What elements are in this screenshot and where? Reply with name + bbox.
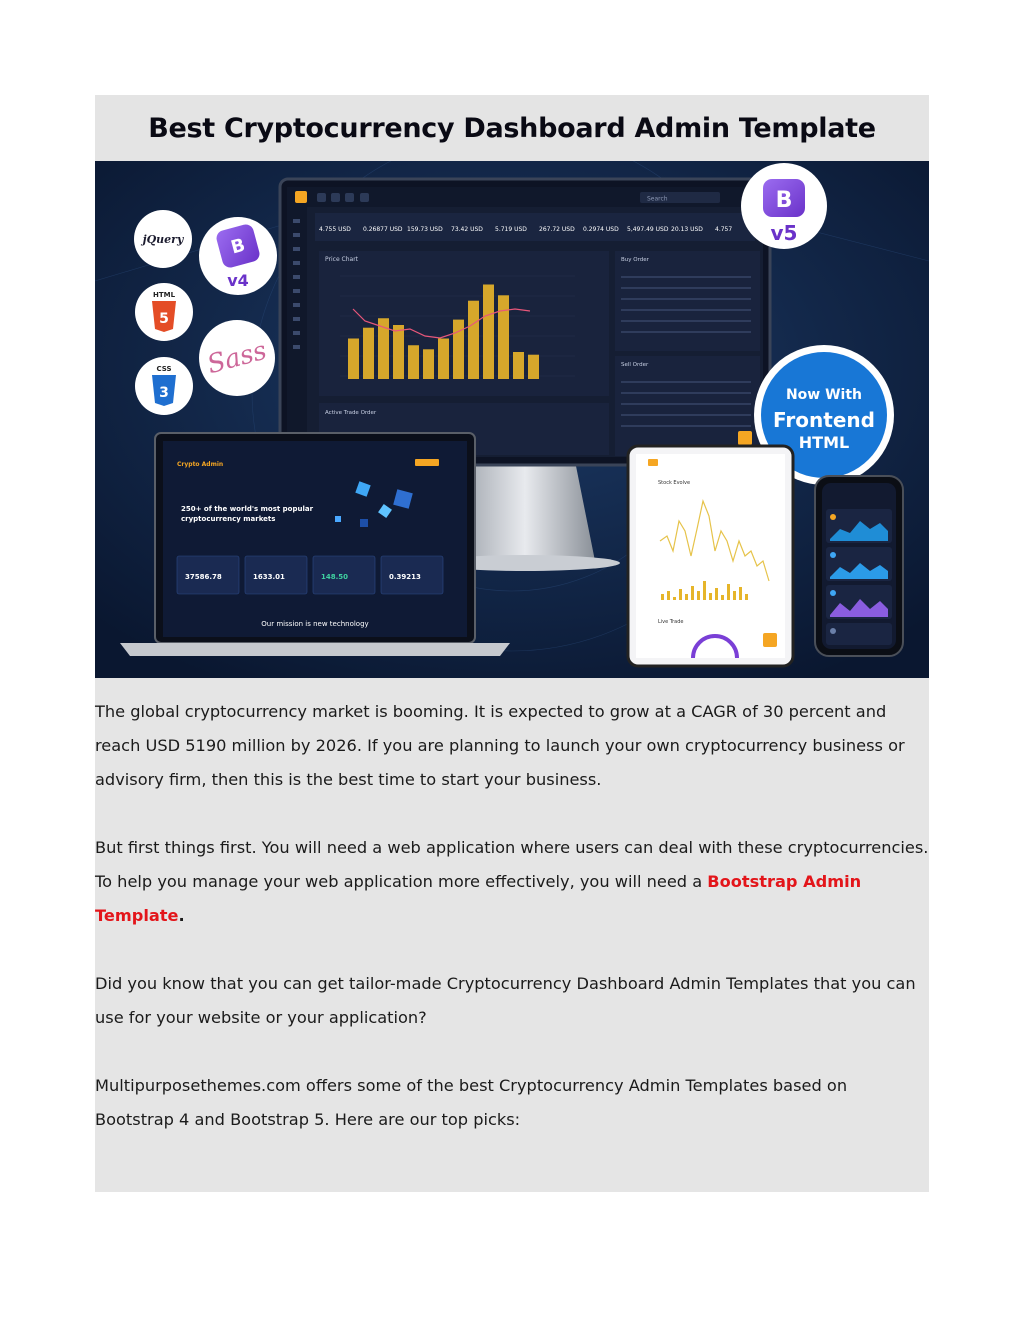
price-chart-bar: [348, 339, 359, 380]
article-body: [95, 695, 929, 1171]
paragraph-2-period: .: [178, 906, 185, 925]
hero-image: [95, 161, 929, 678]
bootstrap-admin-template-link[interactable]: Bootstrap Admin Template: [95, 872, 862, 925]
svg-text:B: B: [228, 234, 248, 259]
ticker-value: 5,497.49 USD: [627, 226, 669, 233]
laptop-price-card-value: 37586.78: [185, 573, 222, 581]
svg-text:B: B: [775, 188, 793, 213]
active-trade-title: Active Trade Order: [325, 410, 377, 416]
paragraph-2-text: But first things first. You will need a web application where users can deal with these cryptocurrencies. To help you manage your web application more effectively, you will need a: [95, 838, 929, 891]
frontend-line3: HTML: [798, 433, 850, 452]
price-chart-bar: [498, 295, 509, 379]
title-bar: [95, 95, 929, 161]
page-title: Best Cryptocurrency Dashboard Admin Template: [148, 112, 876, 144]
laptop-headline-2: cryptocurrency markets: [181, 515, 276, 523]
ticker-value: 5.719 USD: [495, 226, 527, 233]
frontend-line1: Now With: [785, 387, 863, 403]
bootstrap4-label: v4: [227, 271, 249, 290]
price-chart-bar: [423, 349, 434, 379]
phone-cards: [826, 509, 892, 645]
ticker-row: [319, 226, 732, 233]
bootstrap5-label: v5: [770, 221, 798, 245]
sass-label: Sass: [204, 335, 270, 381]
paragraph-3: Did you know that you can get tailor-made Cryptocurrency Dashboard Admin Templates that you can use for your website or your application?: [95, 974, 916, 1027]
sell-order-title: Sell Order: [621, 362, 649, 368]
price-chart-bar: [408, 345, 419, 379]
laptop-mission-text: Our mission is new technology: [261, 620, 369, 628]
html-label: HTML: [152, 291, 176, 299]
document-page: [95, 95, 929, 1192]
ticker-value: 0.2974 USD: [583, 226, 619, 233]
ticker-value: 4.755 USD: [319, 226, 351, 233]
price-chart-bar: [528, 355, 539, 379]
paragraph-1: The global cryptocurrency market is booming. It is expected to grow at a CAGR of 30 percent and reach USD 5190 million by 2026. If you are planning to launch your own cryptocurrency business or advisory firm, then this is the best time to start your business.: [95, 702, 905, 789]
frontend-line2: Frontend: [773, 408, 875, 432]
tablet-bottom-title: Live Trade: [658, 619, 684, 625]
ticker-value: 73.42 USD: [451, 226, 483, 233]
price-chart-bar: [468, 301, 479, 379]
price-chart-bar: [513, 352, 524, 379]
price-chart-bar: [438, 339, 449, 380]
ticker-value: 0.26877 USD: [363, 226, 403, 233]
paragraph-4: Multipurposethemes.com offers some of the best Cryptocurrency Admin Templates based on Bootstrap 4 and Bootstrap 5. Here are our top picks:: [95, 1076, 848, 1129]
price-chart-bar: [393, 325, 404, 379]
price-chart-bar: [363, 328, 374, 379]
ticker-value: 267.72 USD: [539, 226, 575, 233]
monitor-search: Search: [647, 195, 668, 203]
css-label: CSS: [156, 365, 172, 373]
laptop-brand: Crypto Admin: [177, 461, 224, 468]
svg-text:5: 5: [159, 311, 169, 327]
ticker-value: 20.13 USD: [671, 226, 703, 233]
laptop-base: [120, 643, 510, 656]
jquery-label: jQuery: [142, 233, 184, 246]
hero-illustration: [95, 161, 929, 678]
price-chart-bar: [483, 285, 494, 380]
ticker-value: 159.73 USD: [407, 226, 443, 233]
laptop-price-card-value: 1633.01: [253, 573, 285, 581]
price-chart-bar: [453, 320, 464, 379]
paragraph-2: [95, 831, 929, 933]
laptop-headline-1: 250+ of the world's most popular: [181, 505, 314, 513]
tablet-title: Stock Evolve: [658, 480, 691, 486]
svg-text:3: 3: [159, 385, 169, 401]
price-chart-title: Price Chart: [325, 256, 359, 263]
laptop-price-card-value: 148.50: [321, 573, 349, 581]
ticker-value: 4.757: [715, 226, 733, 233]
buy-order-title: Buy Order: [621, 257, 649, 263]
buy-order-panel: [615, 251, 760, 351]
laptop-price-card-value: 0.39213: [389, 573, 421, 581]
